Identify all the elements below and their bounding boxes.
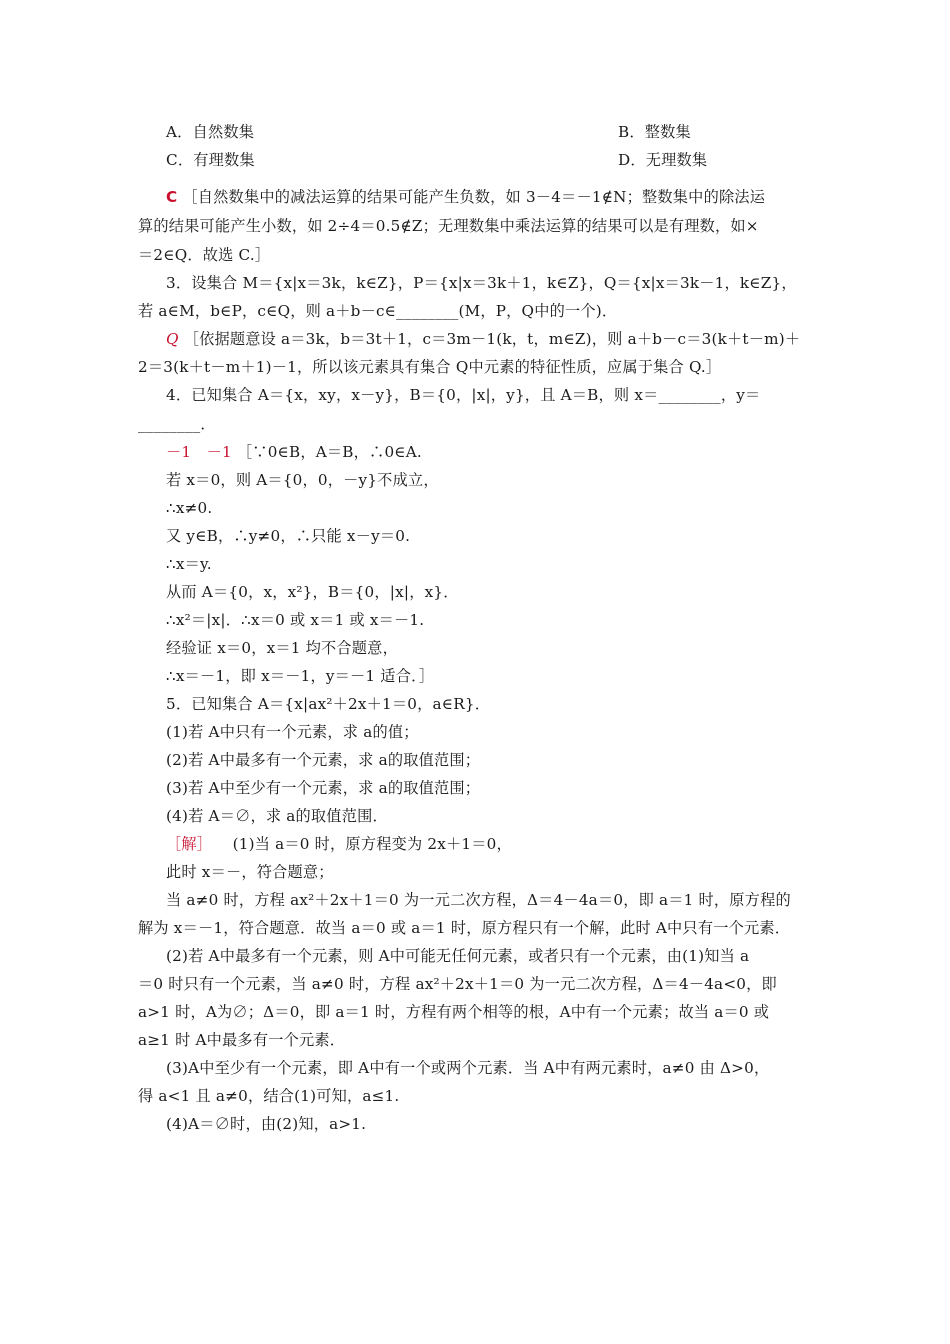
q4-solution-line-2: 若 x＝0，则 A＝{0，0，－y}不成立， <box>166 471 439 489</box>
choice-row-1 <box>166 122 846 142</box>
q4-solution-line-1 <box>166 442 846 462</box>
q4-solution-line-5: ∴x＝y. <box>166 555 212 573</box>
q4-solution-line-6: 从而 A＝{0，x，x²}，B＝{0，|x|，x}． <box>166 583 459 601</box>
q4-answer: －1 －1 <box>166 443 232 461</box>
solution-label: ［解］ <box>166 835 213 853</box>
q5-solution-line-11: (4)A＝∅时，由(2)知，a>1. <box>166 1115 367 1133</box>
q3-solution-text: ［依据题意设 a＝3k，b＝3t＋1，c＝3m－1(k，t，m∈Z)，则 a＋b－c＝3(k＋t－m)＋ <box>183 330 801 348</box>
q2-solution-line-3: ＝2∈Q．故选 C.］ <box>138 246 271 264</box>
q5-solution-text: (1)当 a＝0 时，原方程变为 2x＋1＝0， <box>217 835 512 853</box>
choice-a: A．自然数集 <box>166 123 255 141</box>
q5-solution-line-5: (2)若 A中最多有一个元素，则 A中可能无任何元素，或者只有一个元素，由(1)知当 a <box>166 947 750 965</box>
q3-stem-line-2: 若 a∈M，b∈P，c∈Q，则 a＋b－c∈________(M，P，Q中的一个)． <box>138 302 618 320</box>
q5-part-2: (2)若 A中最多有一个元素，求 a的取值范围； <box>166 751 481 769</box>
q4-solution-line-9: ∴x＝－1，即 x＝－1，y＝－1 适合．］ <box>166 667 435 685</box>
choice-d: D．无理数集 <box>618 151 708 169</box>
choice-c: C．有理数集 <box>166 151 255 169</box>
q3-solution-line-2: 2＝3(k＋t－m＋1)－1，所以该元素具有集合 Q中元素的特征性质，应属于集合 Q.］ <box>138 358 722 376</box>
q4-solution-line-7: ∴x²＝|x|．∴x＝0 或 x＝1 或 x＝－1. <box>166 611 425 629</box>
q5-part-1: (1)若 A中只有一个元素，求 a的值； <box>166 723 419 741</box>
q3-stem-line-1: 3．设集合 M＝{x|x＝3k，k∈Z}，P＝{x|x＝3k＋1，k∈Z}，Q＝{x|x＝3k－1，k∈Z}， <box>166 274 797 292</box>
q4-solution-line-8: 经验证 x＝0，x＝1 均不合题意， <box>166 639 398 657</box>
choice-b: B．整数集 <box>618 123 691 141</box>
q4-solution-line-3: ∴x≠0. <box>166 499 213 517</box>
q5-part-3: (3)若 A中至少有一个元素，求 a的取值范围； <box>166 779 481 797</box>
q4-solution-text: ［∵0∈B，A＝B，∴0∈A. <box>236 443 422 461</box>
q5-solution-line-6: ＝0 时只有一个元素，当 a≠0 时，方程 ax²＋2x＋1＝0 为一元二次方程，Δ＝4－4a<0，即 <box>138 975 777 993</box>
q5-solution-line-10: 得 a<1 且 a≠0，结合(1)可知，a≤1. <box>138 1087 400 1105</box>
q2-answer: C <box>166 188 178 206</box>
q5-solution-line-1 <box>166 834 846 854</box>
q5-solution-line-7: a>1 时，A为∅；Δ＝0，即 a＝1 时，方程有两个相等的根，A中有一个元素；故当 a＝0 或 <box>138 1003 770 1021</box>
q2-solution-line-1 <box>166 187 846 207</box>
q4-solution-line-4: 又 y∈B，∴y≠0，∴只能 x－y＝0. <box>166 527 411 545</box>
q5-solution-line-9: (3)A中至少有一个元素，即 A中有一个或两个元素．当 A中有两元素时，a≠0 由 Δ>0， <box>166 1059 770 1077</box>
q3-answer: Q <box>166 330 179 348</box>
q2-solution-line-2: 算的结果可能产生小数，如 2÷4＝0.5∉Z；无理数集中乘法运算的结果可以是有理数，如× <box>138 217 759 235</box>
q5-stem: 5．已知集合 A＝{x|ax²＋2x＋1＝0，a∈R}． <box>166 695 491 713</box>
q4-stem-line-1: 4．已知集合 A＝{x，xy，x－y}，B＝{0，|x|，y}，且 A＝B，则 x＝________，y＝ <box>166 386 761 404</box>
q5-part-4: (4)若 A＝∅，求 a的取值范围． <box>166 807 388 825</box>
choice-row-2 <box>166 150 846 170</box>
q5-solution-line-2: 此时 x＝－，符合题意； <box>166 863 334 881</box>
q2-solution-text: ［自然数集中的减法运算的结果可能产生负数，如 3－4＝－1∉N；整数集中的除法运 <box>182 188 766 206</box>
q4-stem-line-2: ________． <box>138 415 216 433</box>
q5-solution-line-4: 解为 x＝－1，符合题意．故当 a＝0 或 a＝1 时，原方程只有一个解，此时 A中只有一个元素． <box>138 919 791 937</box>
q3-solution-line-1 <box>166 329 846 349</box>
q5-solution-line-3: 当 a≠0 时，方程 ax²＋2x＋1＝0 为一元二次方程，Δ＝4－4a＝0，即 a＝1 时，原方程的 <box>166 891 791 909</box>
q5-solution-line-8: a≥1 时 A中最多有一个元素． <box>138 1031 346 1049</box>
